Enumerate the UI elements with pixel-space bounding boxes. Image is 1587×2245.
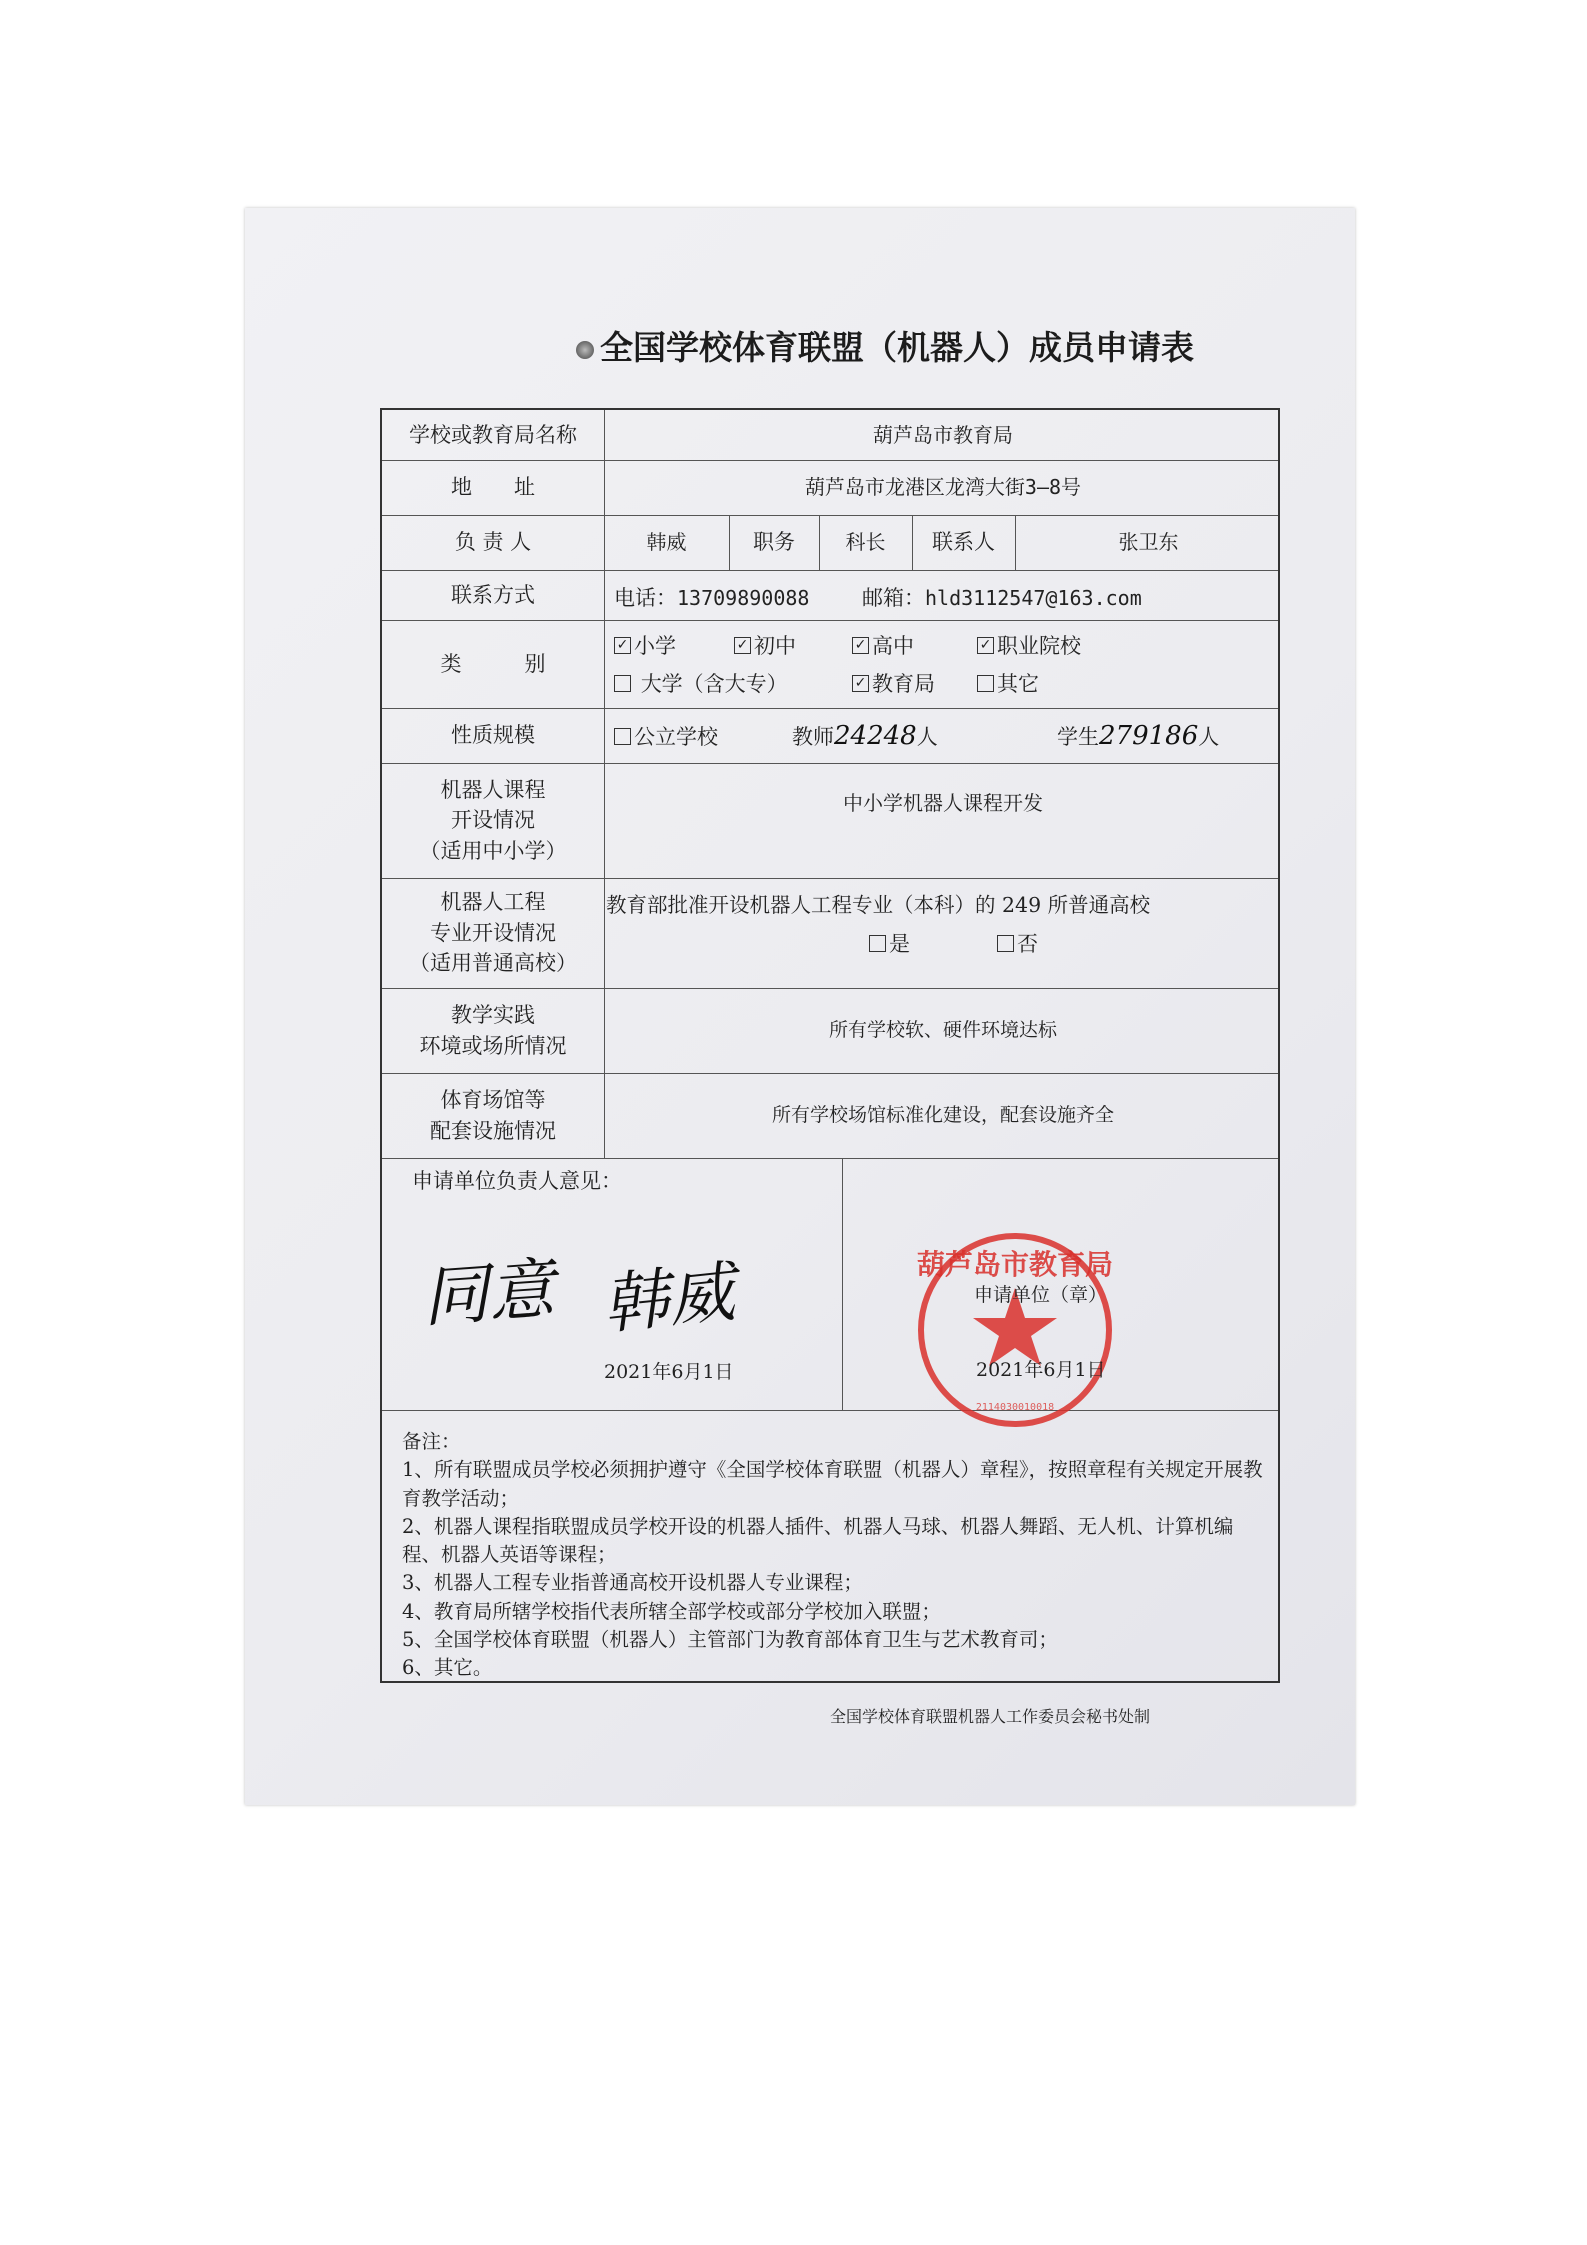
students-count: 学生279186人	[1057, 721, 1220, 751]
checkbox-empty-icon[interactable]	[977, 675, 994, 692]
contact-person-label: 联系人	[932, 530, 995, 555]
svg-text:葫芦岛市教育局: 葫芦岛市教育局	[916, 1248, 1114, 1281]
official-seal	[915, 1230, 1115, 1430]
note-item: 6、其它。	[402, 1656, 493, 1680]
venue-value: 所有学校场馆标准化建设，配套设施齐全	[771, 1103, 1114, 1126]
practice-value: 所有学校软、硬件环境达标	[828, 1018, 1057, 1041]
category-university[interactable]: 大学（含大专）	[614, 668, 788, 698]
application-form	[380, 408, 1280, 1683]
checkbox-empty-icon[interactable]	[614, 675, 631, 692]
checkbox-checked-icon[interactable]: ✓	[852, 637, 869, 654]
category-education-bureau[interactable]: ✓ 教育局	[852, 668, 935, 698]
note-item: 1、所有联盟成员学校必须拥护遵守《全国学校体育联盟（机器人）章程》，按照章程有关规定开展教育教学活动；	[402, 1458, 1263, 1510]
opinion-handwriting-agree: 同意	[419, 1250, 557, 1337]
teachers-count: 教师24248人	[792, 721, 938, 751]
note-item: 2、机器人课程指联盟成员学校开设的机器人插件、机器人马球、机器人舞蹈、无人机、计算机编程、机器人英语等课程；	[402, 1514, 1234, 1567]
note-item: 4、教育局所辖学校指代表所辖全部学校或部分学校加入联盟；	[402, 1599, 941, 1623]
stamp-date: 2021年6月1日	[976, 1359, 1106, 1381]
category-primary[interactable]: ✓ 小学	[614, 630, 676, 660]
checkbox-checked-icon[interactable]: ✓	[734, 637, 751, 654]
note-item: 3、机器人工程专业指普通高校开设机器人专业课程；	[402, 1571, 863, 1595]
stamp-label: 申请单位（章）	[974, 1284, 1108, 1306]
checkbox-checked-icon[interactable]: ✓	[614, 637, 631, 654]
opinion-date: 2021年6月1日	[604, 1361, 734, 1383]
category-junior[interactable]: ✓ 初中	[734, 630, 796, 660]
category-senior[interactable]: ✓ 高中	[852, 630, 914, 660]
robot-engineering-no[interactable]: 否	[997, 928, 1038, 958]
checkbox-checked-icon[interactable]: ✓	[977, 637, 994, 654]
position-value: 科长	[845, 530, 886, 554]
form-title: 全国学校体育联盟（机器人）成员申请表	[505, 322, 1265, 369]
notes-title: 备注：	[402, 1430, 461, 1453]
notes	[402, 1428, 1272, 1682]
robot-course-value: 中小学机器人课程开发	[843, 790, 1043, 815]
contact-person-value: 张卫东	[1118, 530, 1179, 554]
robot-engineering-label: 机器人工程 专业开设情况 （适用普通高校）	[409, 890, 577, 976]
nature-label: 性质规模	[451, 723, 535, 748]
robot-engineering-yes[interactable]: 是	[869, 928, 910, 958]
document-photo	[245, 208, 1355, 1805]
opinion-handwriting-signature: 韩威	[598, 1253, 739, 1344]
checkbox-empty-icon[interactable]	[869, 935, 886, 952]
checkbox-empty-icon[interactable]	[997, 935, 1014, 952]
head-value: 韩威	[646, 530, 687, 554]
checkbox-checked-icon[interactable]: ✓	[852, 675, 869, 692]
practice-label: 教学实践 环境或场所情况	[419, 1003, 567, 1058]
category-other[interactable]: 其它	[977, 668, 1039, 698]
svg-text:2114030010018: 2114030010018	[975, 1402, 1055, 1413]
venue-label: 体育场馆等 配套设施情况	[430, 1088, 556, 1143]
robot-course-label: 机器人课程 开设情况 （适用中小学）	[419, 777, 567, 863]
phone: 电话：13709890088	[614, 586, 810, 610]
category-label: 类 别	[440, 651, 546, 676]
address-label: 地 址	[451, 475, 535, 500]
public-school-option[interactable]: 公立学校	[614, 721, 718, 751]
address-value: 葫芦岛市龙港区龙湾大街3—8号	[804, 475, 1082, 499]
footer-issuer: 全国学校体育联盟机器人工作委员会秘书处制	[830, 1707, 1151, 1726]
opinion-label: 申请单位负责人意见：	[412, 1169, 622, 1193]
note-item: 5、全国学校体育联盟（机器人）主管部门为教育部体育卫生与艺术教育司；	[402, 1627, 1058, 1651]
contact-label: 联系方式	[451, 582, 535, 607]
checkbox-empty-icon[interactable]	[614, 728, 631, 745]
category-vocational[interactable]: ✓ 职业院校	[977, 630, 1081, 660]
email: 邮箱：hld3112547@163.com	[862, 586, 1142, 610]
head-label: 负 责 人	[454, 530, 532, 555]
bullet-icon	[576, 341, 594, 359]
school-name-label: 学校或教育局名称	[409, 422, 577, 447]
school-name-value: 葫芦岛市教育局	[873, 422, 1013, 447]
robot-engineering-text: 教育部批准开设机器人工程专业（本科）的 249 所普通高校	[606, 893, 1151, 917]
position-label: 职务	[753, 530, 795, 555]
